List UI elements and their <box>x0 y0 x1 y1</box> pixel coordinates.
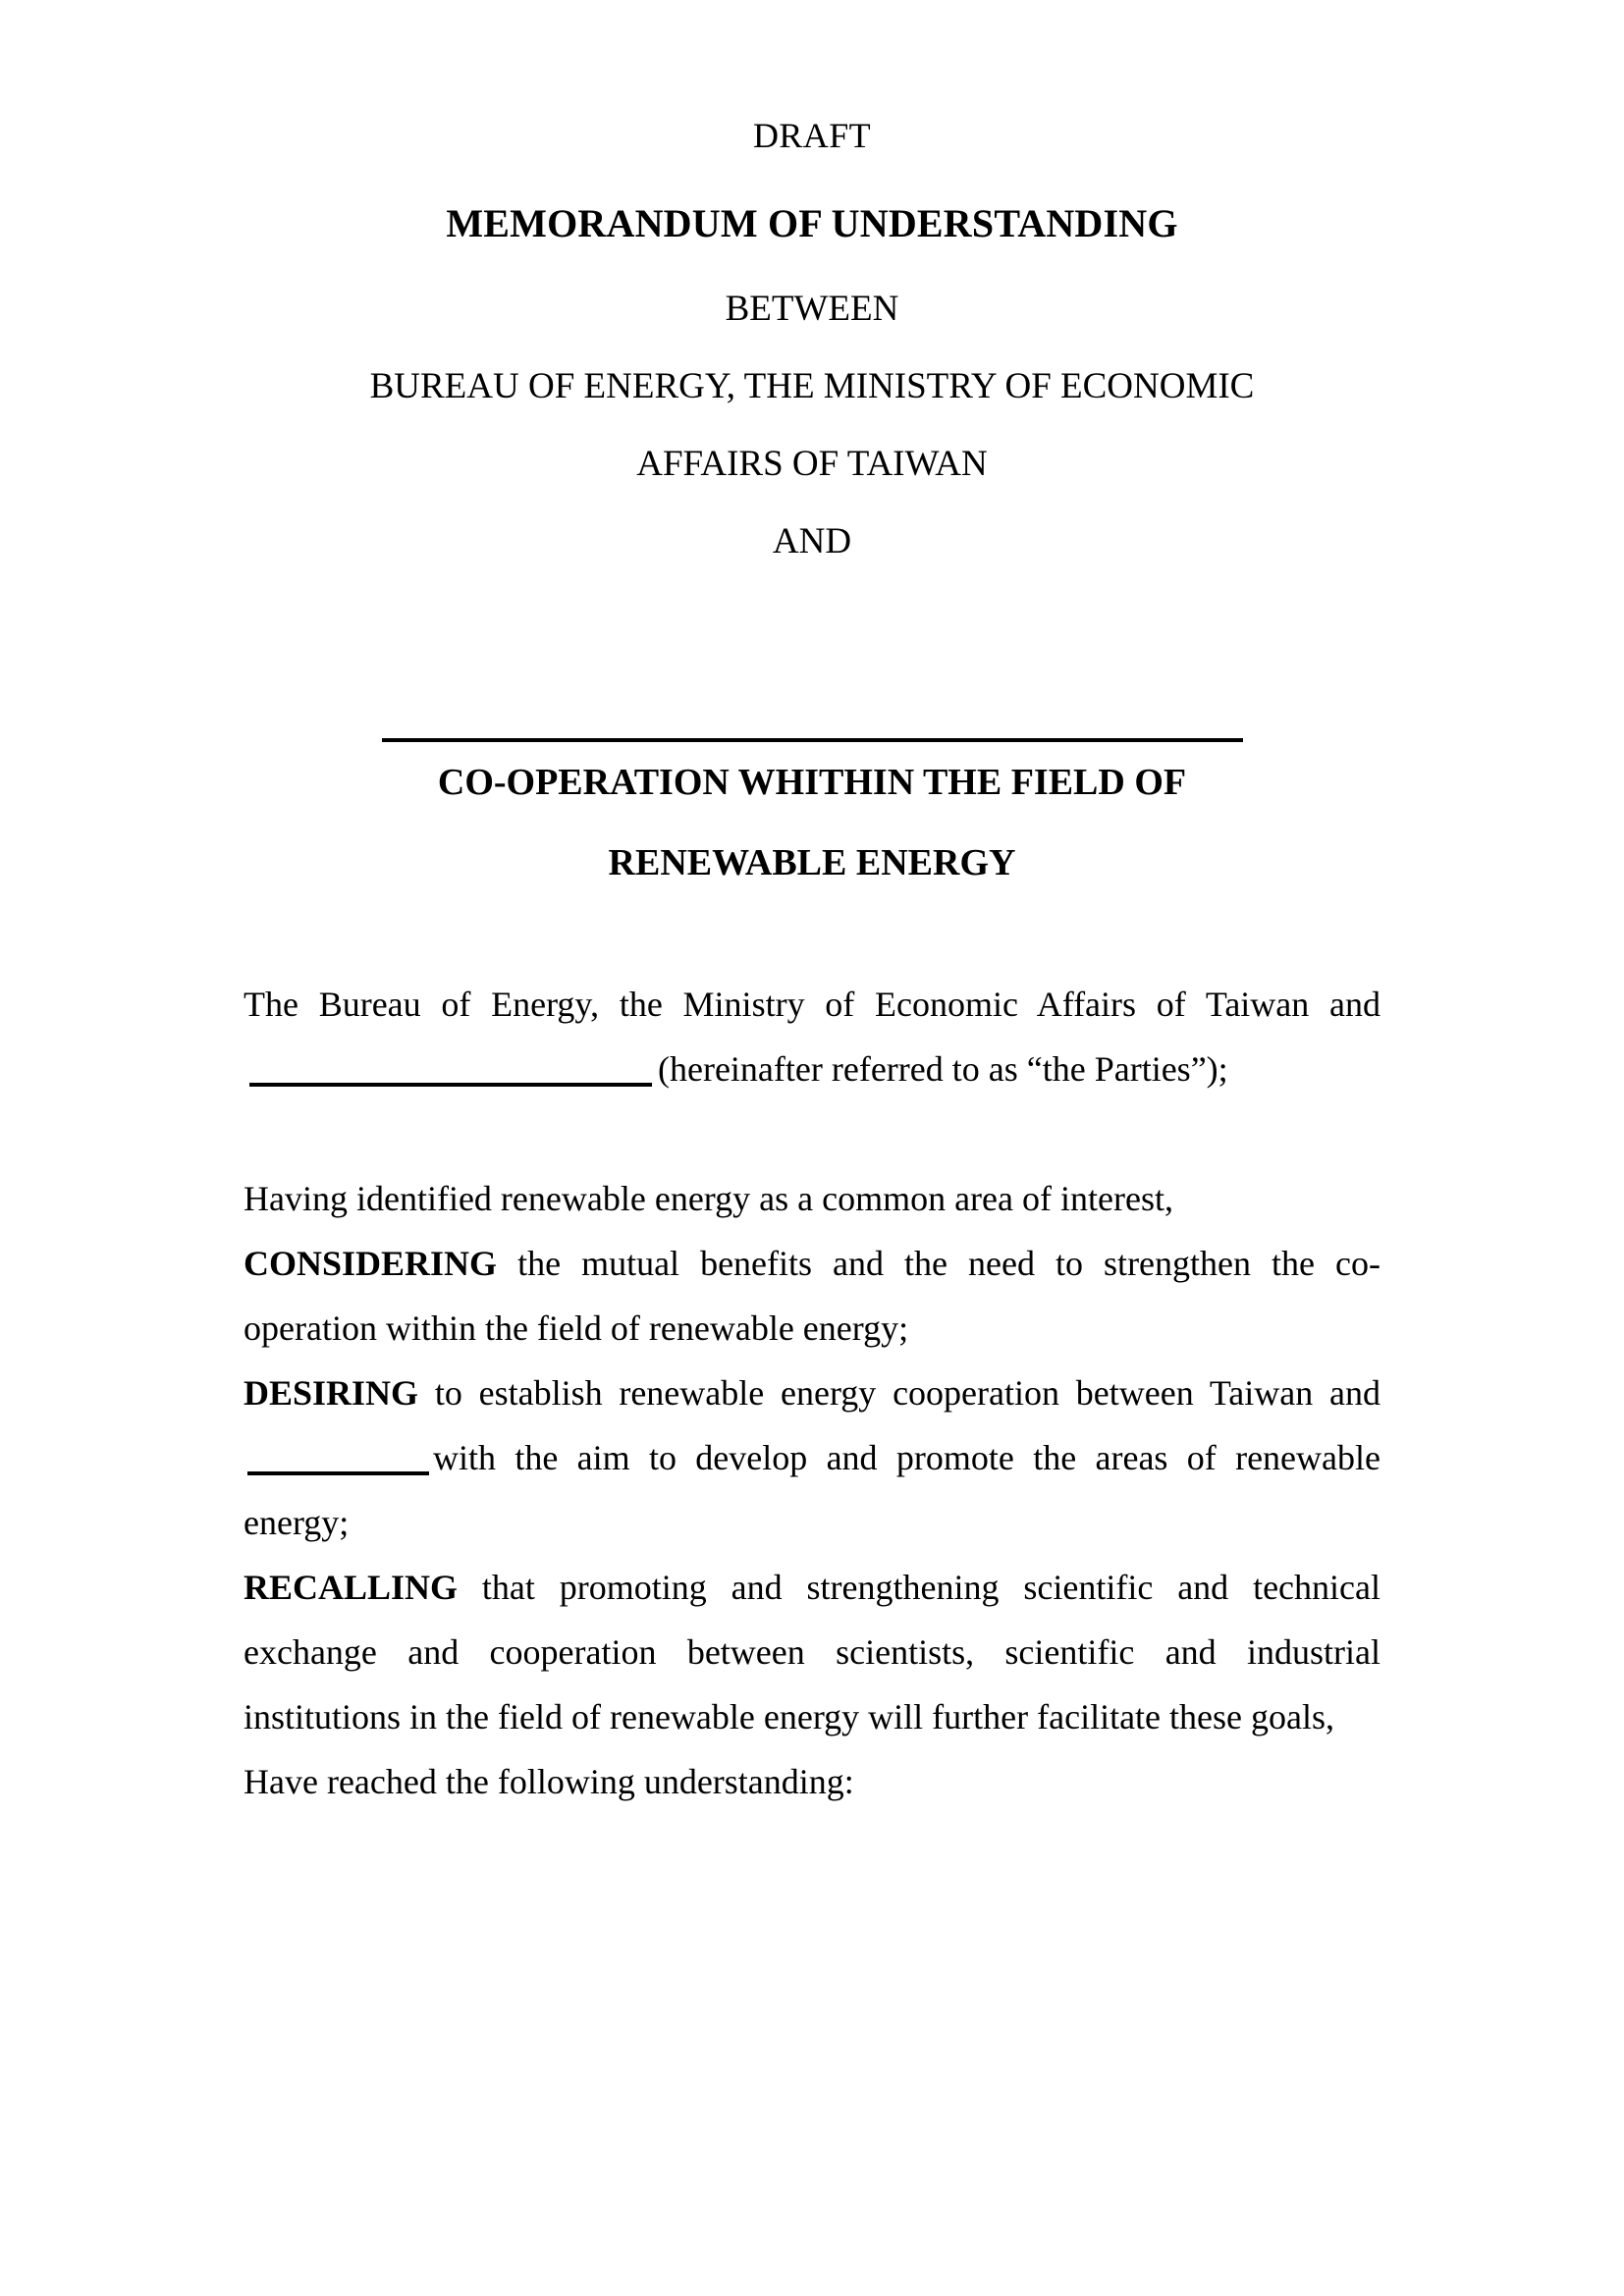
document-body <box>244 972 1380 1814</box>
document-header <box>0 0 1624 560</box>
party-name-line-2: AFFAIRS OF TAIWAN <box>636 444 988 484</box>
having-text: Having identified renewable energy as a common area of interest, <box>244 1179 1173 1218</box>
desiring-text-after-blank: with the aim to develop and promote the areas of renewable energy; <box>244 1438 1380 1542</box>
desiring-blank-field[interactable] <box>247 1444 429 1475</box>
document-title: MEMORANDUM OF UNDERSTANDING <box>446 201 1178 245</box>
intro-blank-field[interactable] <box>249 1053 652 1087</box>
paragraph-desiring <box>244 1361 1380 1555</box>
closing-text: Have reached the following understanding: <box>244 1762 854 1801</box>
intro-text-after-blank: (hereinafter referred to as “the Parties”); <box>658 1049 1228 1089</box>
party-name-line-1: BUREAU OF ENERGY, THE MINISTRY OF ECONOMIC <box>369 366 1255 406</box>
paragraph-intro <box>244 972 1380 1101</box>
recalling-keyword: RECALLING <box>244 1568 459 1607</box>
subject-heading-line-1: CO-OPERATION WHITHIN THE FIELD OF <box>437 762 1187 803</box>
recalling-text: that promoting and strengthening scientific and technical exchange and cooperation between scientists, scientific and industrial institutions in the field of renewable energy will further facilitate these goals, <box>244 1568 1380 1736</box>
subject-heading <box>0 764 1624 881</box>
paragraph-spacer <box>244 1101 1380 1166</box>
considering-text: the mutual benefits and the need to strengthen the co-operation within the field of renewable energy; <box>244 1244 1380 1348</box>
desiring-text-before-blank: to establish renewable energy cooperation between Taiwan and <box>418 1373 1380 1413</box>
desiring-keyword: DESIRING <box>244 1373 419 1413</box>
paragraph-closing <box>244 1749 1380 1814</box>
draft-label: DRAFT <box>752 116 872 155</box>
paragraph-considering <box>244 1231 1380 1361</box>
paragraph-recalling <box>244 1555 1380 1749</box>
second-party-blank-row <box>0 731 1624 749</box>
paragraph-having <box>244 1166 1380 1231</box>
second-party-blank-field[interactable] <box>382 738 1243 742</box>
and-label: AND <box>772 521 852 561</box>
considering-keyword: CONSIDERING <box>244 1244 498 1283</box>
subject-heading-line-2: RENEWABLE ENERGY <box>608 842 1016 883</box>
between-label: BETWEEN <box>725 289 899 329</box>
intro-text-before-blank: The Bureau of Energy, the Ministry of Economic Affairs of Taiwan and <box>244 985 1380 1024</box>
